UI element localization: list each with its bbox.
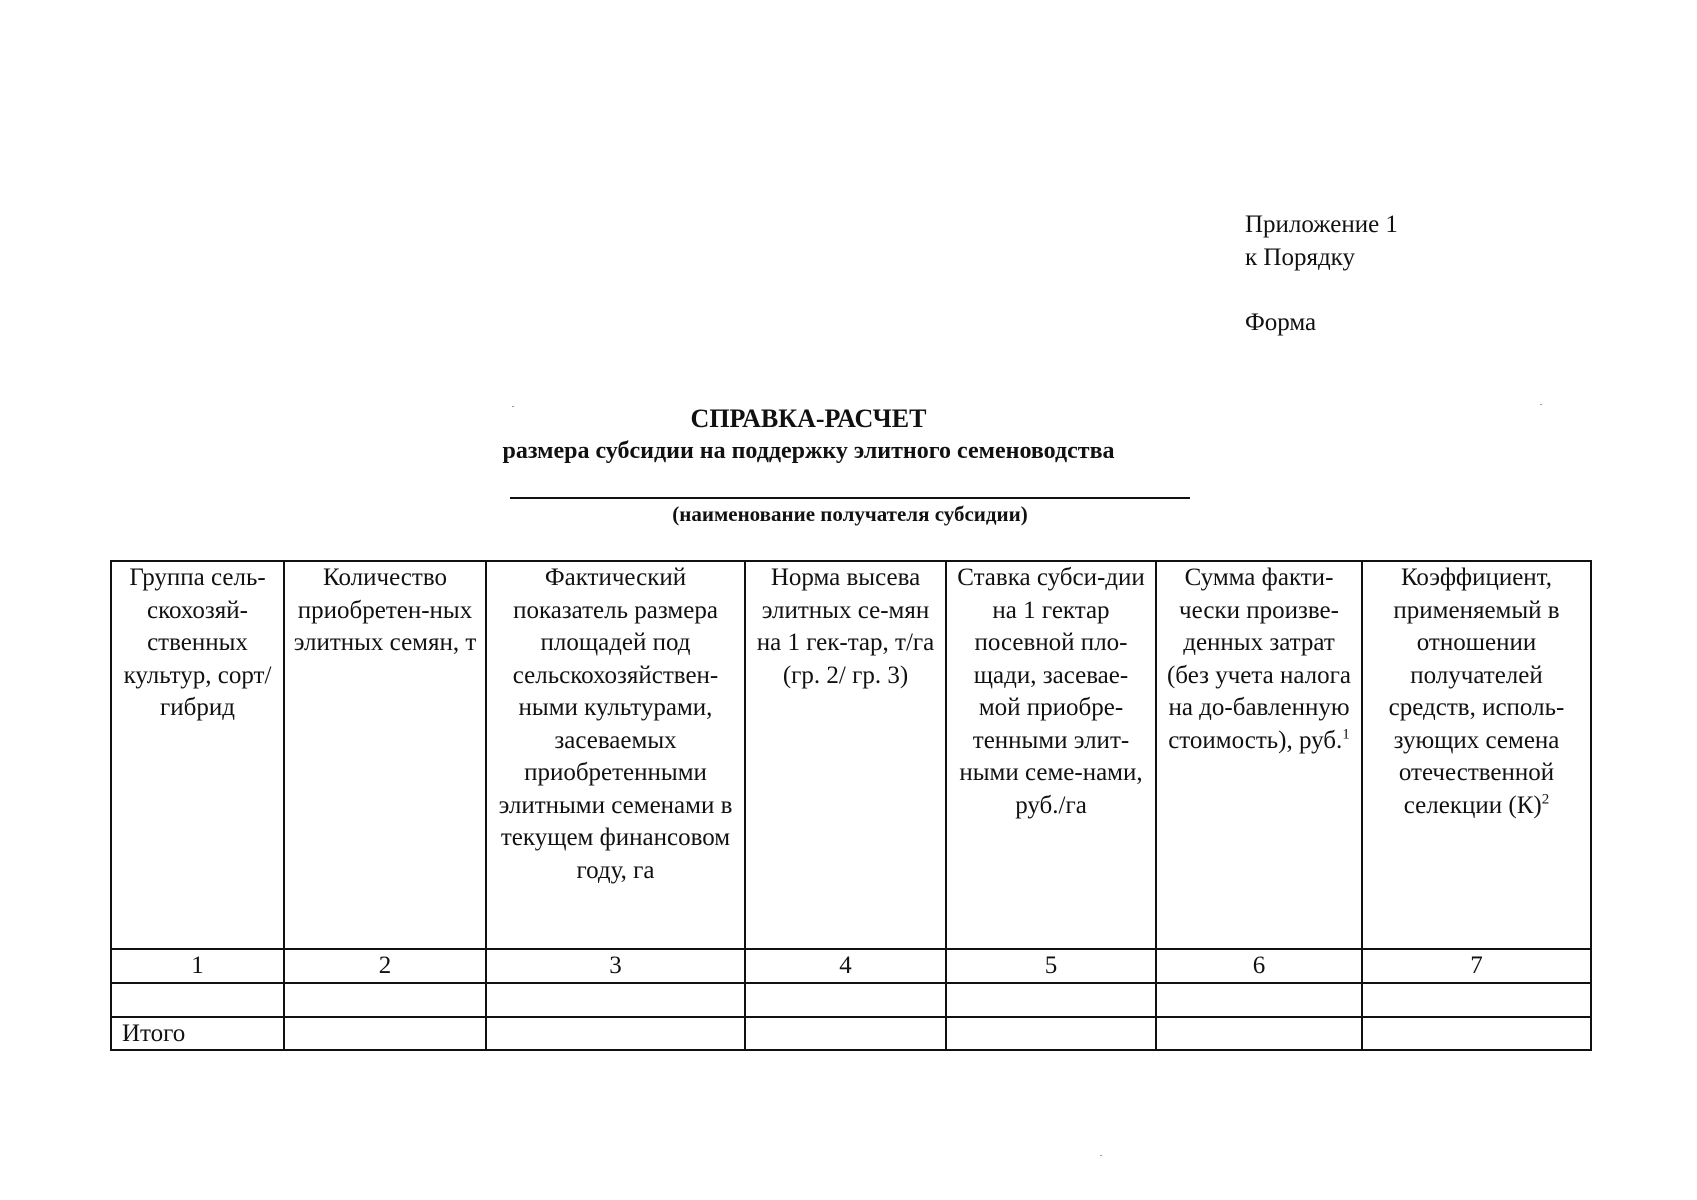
appendix-line-1: Приложение 1	[1245, 211, 1398, 238]
scan-speck	[1100, 1155, 1102, 1156]
header-seeding-rate: Норма высева элитных се-мян на 1 гек-тар, т/га (гр. 2/ гр. 3)	[745, 561, 946, 949]
header-actual-costs: Сумма факти-чески произве-денных затрат (без учета налога на до-бавленную стоимость), руб.$^1$	[1156, 561, 1362, 949]
scan-speck	[512, 406, 514, 407]
total-row	[111, 1017, 1591, 1050]
total-cell[interactable]	[486, 1017, 745, 1050]
column-number: 3	[486, 949, 745, 983]
header-sown-area: Фактический показатель размера площадей под сельскохозяйствен-ными культурами, засеваемых приобретенными элитными семенами в текущем финансовом году, га	[486, 561, 745, 949]
footnote-mark-2: 2	[1541, 791, 1550, 808]
appendix-line-2: к Порядку	[1245, 244, 1355, 271]
total-cell[interactable]	[745, 1017, 946, 1050]
column-number: 6	[1156, 949, 1362, 983]
total-cell[interactable]	[946, 1017, 1156, 1050]
column-number: 5	[946, 949, 1156, 983]
empty-cell[interactable]	[486, 983, 745, 1017]
header-seed-quantity: Количество приобретен-ных элитных семян, т	[284, 561, 486, 949]
document-subtitle: размера субсидии на поддержку элитного семеноводства	[502, 438, 1115, 464]
header-crop-group: Группа сель-скохозяй-ственных культур, сорт/гибрид	[111, 561, 284, 949]
header-coefficient: Коэффициент, применяемый в отношении получателей средств, исполь-зующих семена отечественной селекции $(К)^2$	[1362, 561, 1591, 949]
total-cell[interactable]	[1362, 1017, 1591, 1050]
empty-cell[interactable]	[111, 983, 284, 1017]
column-number-row	[111, 949, 1591, 983]
recipient-name-line[interactable]	[510, 497, 1190, 499]
total-cell[interactable]	[1156, 1017, 1362, 1050]
header-subsidy-rate: Ставка субси-дии на 1 гектар посевной пло-щади, засевае-мой приобре-тенными элит-ными семе-нами, руб./га	[946, 561, 1156, 949]
column-number: 2	[284, 949, 486, 983]
empty-cell[interactable]	[745, 983, 946, 1017]
appendix-note	[1245, 208, 1398, 339]
empty-cell[interactable]	[1362, 983, 1591, 1017]
recipient-caption: (наименование получателя субсидии)	[672, 502, 1028, 526]
empty-cell[interactable]	[946, 983, 1156, 1017]
table-header-row	[111, 561, 1591, 949]
column-number: 4	[745, 949, 946, 983]
column-number: 1	[111, 949, 284, 983]
empty-cell[interactable]	[1156, 983, 1362, 1017]
total-cell[interactable]	[284, 1017, 486, 1050]
table-row	[111, 983, 1591, 1017]
title-block	[0, 403, 1697, 467]
calculation-table	[110, 560, 1592, 1051]
column-number: 7	[1362, 949, 1591, 983]
document-title: СПРАВКА-РАСЧЕТ	[690, 404, 927, 433]
scan-speck	[1540, 404, 1542, 405]
total-label: Итого	[111, 1017, 284, 1050]
form-label: Форма	[1245, 309, 1317, 336]
footnote-mark-1: 1	[1342, 726, 1350, 743]
empty-cell[interactable]	[284, 983, 486, 1017]
